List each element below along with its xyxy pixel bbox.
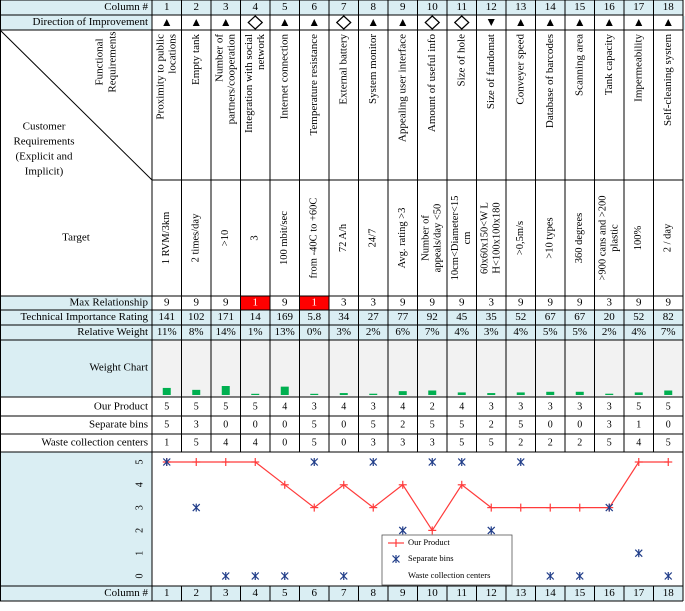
our-product-rating: 5 bbox=[164, 401, 170, 413]
relative-weight-value: 4% bbox=[513, 326, 529, 339]
waste-collection-rating: 3 bbox=[370, 437, 376, 449]
weight-bar bbox=[487, 393, 495, 395]
max-relationship-value: 1 bbox=[252, 296, 258, 309]
waste-collection-rating: 4 bbox=[252, 437, 258, 449]
column-number: 4 bbox=[252, 1, 258, 14]
waste-collection-rating: 4 bbox=[636, 437, 642, 449]
target-diamond-icon bbox=[425, 16, 439, 29]
target-value: 3 bbox=[249, 235, 261, 241]
chart-y-tick: 3 bbox=[134, 505, 146, 511]
relative-weight-value: 4% bbox=[631, 326, 647, 339]
column-number: 15 bbox=[574, 1, 586, 14]
weight-bar bbox=[428, 391, 436, 396]
max-relationship-value: 9 bbox=[577, 296, 583, 309]
target-diamond-icon bbox=[248, 16, 262, 29]
max-relationship-value: 1 bbox=[311, 296, 317, 309]
waste-collection-rating: 2 bbox=[518, 437, 524, 449]
waste-collection-rating: 3 bbox=[400, 437, 406, 449]
target-value: Number of bbox=[420, 215, 432, 261]
our-product-rating: 5 bbox=[252, 401, 258, 413]
functional-requirement: Scanning area bbox=[573, 34, 586, 96]
waste-collection-rating: 5 bbox=[311, 437, 317, 449]
column-number-bottom: 10 bbox=[426, 587, 438, 600]
up-arrow-icon bbox=[311, 19, 318, 26]
functional-requirement: Amount of useful info bbox=[425, 34, 438, 133]
chart-y-tick: 4 bbox=[134, 482, 146, 488]
target-value: >900 cans and >200 bbox=[597, 195, 609, 281]
separate-bins-rating: 5 bbox=[518, 419, 524, 431]
column-number: 6 bbox=[311, 1, 317, 14]
separate-bins-rating: 0 bbox=[252, 419, 258, 431]
column-number: 8 bbox=[370, 1, 376, 14]
column-number-bottom: 13 bbox=[515, 587, 527, 600]
our-product-label: Our Product bbox=[93, 400, 148, 413]
separate-bins-rating: 0 bbox=[577, 419, 583, 431]
column-number: 18 bbox=[662, 1, 674, 14]
relative-weight-value: 0% bbox=[306, 326, 322, 339]
separate-bins-marker bbox=[252, 572, 259, 580]
weight-bar bbox=[517, 392, 525, 395]
separate-bins-rating: 0 bbox=[223, 419, 229, 431]
column-label-bottom: Column # bbox=[104, 587, 148, 600]
waste-collection-rating: 5 bbox=[459, 437, 465, 449]
our-product-rating: 2 bbox=[429, 401, 435, 413]
separate-bins-rating: 3 bbox=[606, 419, 612, 431]
column-number: 16 bbox=[603, 1, 615, 14]
column-number: 1 bbox=[164, 1, 170, 14]
column-number: 9 bbox=[400, 1, 406, 14]
column-number-bottom: 8 bbox=[370, 587, 376, 600]
target-value: appeals/day <50 bbox=[432, 203, 444, 273]
target-value: plastic bbox=[609, 224, 621, 252]
column-number: 2 bbox=[193, 1, 199, 14]
chart-y-tick: 0 bbox=[134, 573, 146, 579]
separate-bins-marker bbox=[576, 572, 583, 580]
target-value: 2 times/day bbox=[190, 213, 202, 263]
functional-requirement: Size of hole bbox=[455, 34, 468, 87]
separate-bins-marker bbox=[458, 458, 465, 466]
functional-requirement: network bbox=[254, 34, 267, 71]
technical-importance-label: Technical Importance Rating bbox=[20, 311, 148, 324]
chart-y-tick: 2 bbox=[134, 527, 146, 533]
down-arrow-icon bbox=[488, 19, 495, 26]
our-product-marker bbox=[635, 458, 643, 466]
up-arrow-icon bbox=[635, 19, 642, 26]
our-product-rating: 3 bbox=[370, 401, 376, 413]
max-relationship-value: 3 bbox=[606, 296, 612, 309]
separate-bins-marker bbox=[547, 572, 554, 580]
separate-bins-marker bbox=[340, 572, 347, 580]
target-value: 72 A/h bbox=[338, 223, 350, 253]
separate-bins-rating: 5 bbox=[429, 419, 435, 431]
our-product-rating: 3 bbox=[488, 401, 494, 413]
our-product-rating: 3 bbox=[311, 401, 317, 413]
technical-importance-value: 171 bbox=[217, 311, 234, 324]
target-value: 100% bbox=[633, 225, 645, 251]
column-number: 5 bbox=[282, 1, 288, 14]
separate-bins-marker bbox=[488, 526, 495, 534]
our-product-marker bbox=[517, 504, 525, 512]
relative-weight-value: 7% bbox=[660, 326, 676, 339]
relative-weight-value: 11% bbox=[156, 326, 177, 339]
technical-importance-value: 102 bbox=[188, 311, 205, 324]
weight-bar bbox=[281, 387, 289, 395]
our-product-rating: 4 bbox=[341, 401, 347, 413]
max-relationship-value: 9 bbox=[193, 296, 199, 309]
column-number-bottom: 4 bbox=[252, 587, 258, 600]
separate-bins-marker bbox=[193, 504, 200, 512]
functional-requirement: locations bbox=[166, 34, 179, 74]
technical-importance-value: 27 bbox=[367, 311, 379, 324]
column-number-bottom: 14 bbox=[544, 587, 556, 600]
max-relationship-value: 9 bbox=[164, 296, 170, 309]
column-number: 13 bbox=[515, 1, 527, 14]
waste-collection-rating: 2 bbox=[547, 437, 553, 449]
legend-our-product-label: Our Product bbox=[408, 536, 450, 547]
functional-requirement: partners/cooperation bbox=[225, 34, 238, 125]
weight-bar bbox=[458, 392, 466, 395]
weight-bar bbox=[399, 391, 407, 395]
functional-requirement: Conveyer speed bbox=[514, 34, 527, 105]
waste-collection-rating: 0 bbox=[341, 437, 347, 449]
separate-bins-marker bbox=[311, 458, 318, 466]
customer-requirements-label: Customer bbox=[22, 120, 66, 133]
functional-requirements-label: Requirements bbox=[106, 31, 119, 93]
max-relationship-value: 9 bbox=[429, 296, 435, 309]
separate-bins-marker bbox=[665, 572, 672, 580]
up-arrow-icon bbox=[547, 19, 554, 26]
our-product-rating: 3 bbox=[518, 401, 524, 413]
waste-collection-rating: 3 bbox=[429, 437, 435, 449]
target-value: 360 degrees bbox=[574, 212, 586, 264]
column-number-bottom: 1 bbox=[164, 587, 170, 600]
technical-importance-value: 92 bbox=[426, 311, 438, 324]
functional-requirement: System monitor bbox=[366, 34, 379, 104]
technical-importance-value: 141 bbox=[158, 311, 175, 324]
up-arrow-icon bbox=[606, 19, 613, 26]
separate-bins-marker bbox=[517, 458, 524, 466]
column-number-bottom: 15 bbox=[574, 587, 586, 600]
our-product-marker bbox=[428, 526, 436, 534]
relative-weight-value: 8% bbox=[188, 326, 204, 339]
technical-importance-value: 52 bbox=[515, 311, 527, 324]
column-number: 17 bbox=[633, 1, 645, 14]
target-value: 24/7 bbox=[367, 228, 379, 248]
functional-requirement: Temperature resistance bbox=[307, 34, 320, 136]
weight-bar bbox=[163, 388, 171, 395]
target-value: 1 RVM/3km bbox=[161, 211, 173, 265]
relative-weight-value: 4% bbox=[454, 326, 470, 339]
separate-bins-rating: 1 bbox=[636, 419, 642, 431]
waste-collection-rating: 5 bbox=[193, 437, 199, 449]
technical-importance-value: 67 bbox=[574, 311, 586, 324]
our-product-marker bbox=[664, 458, 672, 466]
target-value: >10 bbox=[220, 229, 232, 247]
relative-weight-value: 2% bbox=[601, 326, 617, 339]
up-arrow-icon bbox=[281, 19, 288, 26]
separate-bins-rating: 5 bbox=[311, 419, 317, 431]
separate-bins-rating: 0 bbox=[665, 419, 671, 431]
target-diamond-icon bbox=[337, 16, 351, 29]
direction-label: Direction of Improvement bbox=[32, 16, 148, 29]
weight-bar bbox=[251, 394, 259, 395]
our-product-rating: 3 bbox=[606, 401, 612, 413]
target-diamond-icon bbox=[455, 16, 469, 29]
column-number: 11 bbox=[456, 1, 468, 14]
max-relationship-value: 9 bbox=[459, 296, 465, 309]
functional-requirement: Size of fandomat bbox=[484, 34, 497, 110]
column-number: 12 bbox=[485, 1, 497, 14]
separate-bins-label: Separate bins bbox=[89, 418, 148, 431]
waste-collection-rating: 0 bbox=[282, 437, 288, 449]
functional-requirement: Internet connection bbox=[278, 34, 291, 120]
our-product-rating: 3 bbox=[577, 401, 583, 413]
up-arrow-icon bbox=[193, 19, 200, 26]
functional-requirement: Number of bbox=[213, 34, 226, 82]
waste-collection-rating: 5 bbox=[665, 437, 671, 449]
waste-collection-rating: 2 bbox=[577, 437, 583, 449]
our-product-rating: 4 bbox=[400, 401, 406, 413]
max-relationship-value: 9 bbox=[400, 296, 406, 309]
functional-requirement: Impermeability bbox=[632, 34, 645, 102]
column-number-bottom: 16 bbox=[603, 587, 615, 600]
relative-weight-value: 3% bbox=[483, 326, 499, 339]
technical-importance-value: 5.8 bbox=[307, 311, 322, 324]
target-label: Target bbox=[62, 231, 90, 244]
technical-importance-value: 52 bbox=[633, 311, 645, 324]
our-product-marker bbox=[546, 504, 554, 512]
customer-requirements-label: (Explicit and bbox=[15, 150, 73, 163]
target-value: 10cm<Diameter<15 bbox=[450, 195, 462, 281]
separate-bins-rating: 2 bbox=[400, 419, 406, 431]
up-arrow-icon bbox=[399, 19, 406, 26]
relative-weight-value: 3% bbox=[336, 326, 352, 339]
legend-waste-collection-label: Waste collection centers bbox=[408, 569, 491, 580]
legend-separate-bins-label: Separate bins bbox=[408, 552, 454, 563]
functional-requirement: Proximity to public bbox=[154, 34, 167, 120]
up-arrow-icon bbox=[222, 19, 229, 26]
our-product-line bbox=[167, 462, 669, 530]
target-value: 100 mbit/sec bbox=[279, 211, 291, 265]
customer-requirements-label: Implicit) bbox=[24, 165, 64, 178]
separate-bins-rating: 5 bbox=[370, 419, 376, 431]
target-value: >0,5m/s bbox=[515, 220, 527, 256]
relative-weight-value: 1% bbox=[247, 326, 263, 339]
our-product-rating: 4 bbox=[459, 401, 465, 413]
our-product-marker bbox=[222, 458, 230, 466]
relative-weight-value: 6% bbox=[395, 326, 411, 339]
waste-collection-rating: 5 bbox=[488, 437, 494, 449]
separate-bins-rating: 0 bbox=[547, 419, 553, 431]
weight-bar bbox=[340, 393, 348, 395]
our-product-rating: 5 bbox=[665, 401, 671, 413]
up-arrow-icon bbox=[665, 19, 672, 26]
functional-requirement: External battery bbox=[337, 34, 350, 105]
weight-bar bbox=[192, 390, 200, 395]
waste-collection-label: Waste collection centers bbox=[41, 436, 148, 449]
technical-importance-value: 14 bbox=[249, 311, 261, 324]
waste-collection-rating: 1 bbox=[164, 437, 170, 449]
separate-bins-marker bbox=[635, 549, 642, 557]
column-number-bottom: 9 bbox=[400, 587, 406, 600]
technical-importance-value: 45 bbox=[456, 311, 468, 324]
relative-weight-value: 14% bbox=[215, 326, 236, 339]
customer-requirements-label: Requirements bbox=[13, 135, 75, 148]
target-value: Avg. rating >3 bbox=[397, 207, 409, 269]
separate-bins-rating: 0 bbox=[341, 419, 347, 431]
max-relationship-label: Max Relationship bbox=[69, 296, 148, 309]
chart-y-tick: 1 bbox=[134, 550, 146, 556]
weight-bar bbox=[310, 394, 318, 395]
column-number: 7 bbox=[341, 1, 347, 14]
max-relationship-value: 9 bbox=[547, 296, 553, 309]
relative-weight-label: Relative Weight bbox=[77, 326, 148, 339]
separate-bins-rating: 3 bbox=[193, 419, 199, 431]
column-number-bottom: 12 bbox=[485, 587, 497, 600]
separate-bins-rating: 5 bbox=[164, 419, 170, 431]
target-value: 2 / day bbox=[662, 223, 674, 253]
relative-weight-value: 13% bbox=[274, 326, 295, 339]
column-number: 14 bbox=[544, 1, 556, 14]
column-number-bottom: 17 bbox=[633, 587, 645, 600]
our-product-rating: 4 bbox=[282, 401, 288, 413]
functional-requirements-label: Functional bbox=[93, 38, 106, 86]
our-product-marker bbox=[192, 458, 200, 466]
relative-weight-value: 7% bbox=[424, 326, 440, 339]
our-product-rating: 3 bbox=[547, 401, 553, 413]
up-arrow-icon bbox=[576, 19, 583, 26]
technical-importance-value: 77 bbox=[397, 311, 409, 324]
functional-requirement: Self-cleaning system bbox=[661, 34, 674, 126]
technical-importance-value: 34 bbox=[338, 311, 350, 324]
target-value: 60x60x150<W L bbox=[479, 202, 491, 274]
column-number: 10 bbox=[426, 1, 438, 14]
column-number: 3 bbox=[223, 1, 229, 14]
weight-bar bbox=[576, 392, 584, 395]
functional-requirement: Database of barcodes bbox=[543, 34, 556, 129]
max-relationship-value: 9 bbox=[518, 296, 524, 309]
up-arrow-icon bbox=[517, 19, 524, 26]
column-number-bottom: 2 bbox=[193, 587, 199, 600]
separate-bins-marker bbox=[399, 526, 406, 534]
technical-importance-value: 82 bbox=[662, 311, 674, 324]
column-number-bottom: 6 bbox=[311, 587, 317, 600]
chart-label-bg bbox=[0, 452, 152, 586]
our-product-rating: 5 bbox=[636, 401, 642, 413]
column-number-bottom: 18 bbox=[662, 587, 674, 600]
separate-bins-rating: 0 bbox=[282, 419, 288, 431]
separate-bins-marker bbox=[222, 572, 229, 580]
waste-collection-rating: 4 bbox=[223, 437, 229, 449]
max-relationship-value: 9 bbox=[223, 296, 229, 309]
column-number-bottom: 3 bbox=[223, 587, 229, 600]
target-value: from -40C to +60C bbox=[308, 197, 320, 279]
relative-weight-value: 2% bbox=[365, 326, 381, 339]
weight-bar bbox=[605, 394, 613, 395]
up-arrow-icon bbox=[163, 19, 170, 26]
weight-chart-label: Weight Chart bbox=[89, 361, 148, 374]
target-value: >10 types bbox=[544, 217, 556, 259]
our-product-rating: 5 bbox=[193, 401, 199, 413]
separate-bins-marker bbox=[429, 458, 436, 466]
technical-importance-value: 35 bbox=[485, 311, 497, 324]
max-relationship-value: 9 bbox=[282, 296, 288, 309]
functional-requirement: Appealing user interface bbox=[396, 34, 409, 143]
column-label: Column # bbox=[104, 1, 148, 14]
column-number-bottom: 5 bbox=[282, 587, 288, 600]
technical-importance-value: 169 bbox=[276, 311, 293, 324]
target-value: cm bbox=[462, 231, 474, 245]
chart-y-tick: 5 bbox=[134, 459, 146, 465]
technical-importance-value: 20 bbox=[603, 311, 615, 324]
column-number-bottom: 11 bbox=[456, 587, 468, 600]
relative-weight-value: 5% bbox=[572, 326, 588, 339]
functional-requirement: Empty tank bbox=[189, 34, 202, 86]
separate-bins-marker bbox=[281, 572, 288, 580]
max-relationship-value: 3 bbox=[488, 296, 494, 309]
max-relationship-value: 9 bbox=[636, 296, 642, 309]
waste-collection-rating: 5 bbox=[606, 437, 612, 449]
weight-bar bbox=[664, 391, 672, 396]
weight-bar bbox=[546, 392, 554, 395]
target-value: H<100x100x180 bbox=[491, 202, 503, 274]
relative-weight-value: 5% bbox=[542, 326, 558, 339]
max-relationship-value: 9 bbox=[665, 296, 671, 309]
our-product-rating: 5 bbox=[223, 401, 229, 413]
max-relationship-value: 3 bbox=[341, 296, 347, 309]
separate-bins-marker bbox=[370, 458, 377, 466]
weight-bar bbox=[635, 392, 643, 395]
functional-requirement: Tank capacity bbox=[602, 34, 615, 96]
weight-bar bbox=[369, 394, 377, 395]
our-product-marker bbox=[576, 504, 584, 512]
functional-requirement: Integration with social bbox=[242, 34, 255, 133]
column-number-bottom: 7 bbox=[341, 587, 347, 600]
separate-bins-rating: 5 bbox=[459, 419, 465, 431]
weight-bar bbox=[222, 386, 230, 395]
up-arrow-icon bbox=[370, 19, 377, 26]
separate-bins-rating: 2 bbox=[488, 419, 494, 431]
technical-importance-value: 67 bbox=[544, 311, 556, 324]
max-relationship-value: 3 bbox=[370, 296, 376, 309]
